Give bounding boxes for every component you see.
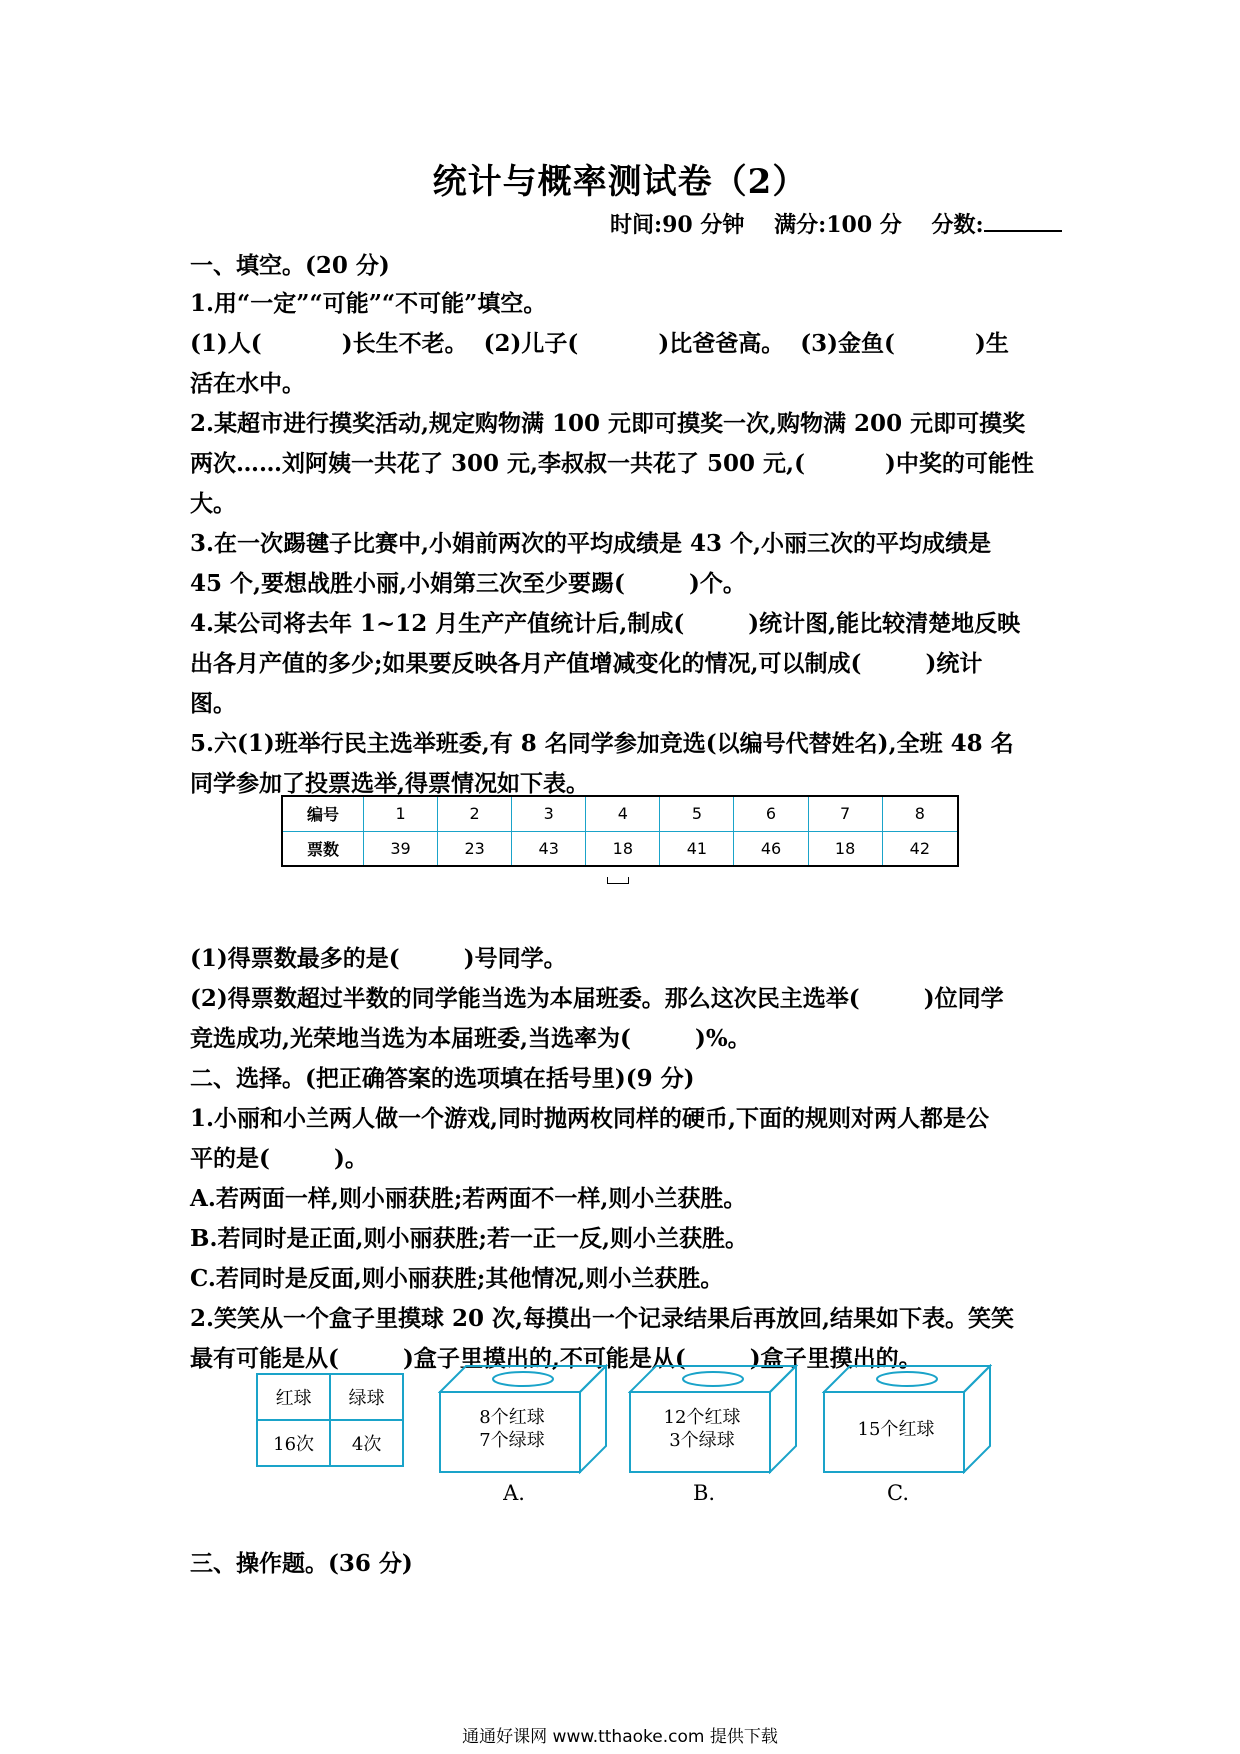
- ball-table-header-green: 绿球: [330, 1374, 403, 1420]
- vote-table-header-number: 编号: [282, 796, 364, 831]
- box-a-line1: 8个红球: [479, 1407, 545, 1428]
- vote-table-row-votes: [282, 831, 958, 866]
- vote-table-cell: 39: [364, 831, 438, 866]
- s1-q5-line1: 5.六(1)班举行民主选举班委,有 8 名同学参加竞选(以编号代替姓名),全班 48 名: [190, 730, 1014, 757]
- vote-table-cell: 18: [808, 831, 882, 866]
- vote-table-cell: 8: [882, 796, 958, 831]
- score-label: 分数:: [931, 212, 984, 238]
- box-b-line1: 12个红球: [663, 1407, 741, 1428]
- box-c-label: C.: [887, 1481, 909, 1505]
- vote-table-header-votes: 票数: [282, 831, 364, 866]
- s1-q2-line2: 两次……刘阿姨一共花了 300 元,李叔叔一共花了 500 元,( )中奖的可能性: [190, 450, 1034, 477]
- vote-table-cell: 23: [438, 831, 512, 866]
- ball-table-header-red: 红球: [257, 1374, 330, 1420]
- s2-q1-option-a: A.若两面一样,则小丽获胜;若两面不一样,则小兰获胜。: [190, 1185, 747, 1212]
- vote-table-cell: 6: [734, 796, 808, 831]
- vote-table-cell: 18: [586, 831, 660, 866]
- s1-q4-line1: 4.某公司将去年 1~12 月生产产值统计后,制成( )统计图,能比较清楚地反映: [190, 610, 1021, 637]
- s1-q1-line2: 活在水中。: [190, 370, 305, 397]
- s1-q3-line1: 3.在一次踢毽子比赛中,小娟前两次的平均成绩是 43 个,小丽三次的平均成绩是: [190, 530, 992, 557]
- page-title: 统计与概率测试卷（2）: [432, 162, 808, 202]
- box-b: [628, 1364, 798, 1474]
- vote-table-cell: 42: [882, 831, 958, 866]
- vote-table-cell: 43: [512, 831, 586, 866]
- s2-q2-line2: 最有可能是从( )盒子里摸出的,不可能是从( )盒子里摸出的。: [190, 1345, 922, 1372]
- ball-table-value-red: 16次: [257, 1420, 330, 1466]
- section2-heading: 二、选择。(把正确答案的选项填在括号里)(9 分): [190, 1065, 695, 1092]
- time-label: 时间:90 分钟: [610, 212, 745, 238]
- s1-q1-stem: 1.用“一定”“可能”“不可能”填空。: [190, 290, 547, 317]
- box-b-line2: 3个绿球: [669, 1430, 735, 1451]
- ball-table-value-green: 4次: [330, 1420, 403, 1466]
- vote-table-cell: 3: [512, 796, 586, 831]
- s2-q1-option-c: C.若同时是反面,则小丽获胜;其他情况,则小兰获胜。: [190, 1265, 724, 1292]
- s1-q2-line3: 大。: [190, 490, 236, 517]
- table-tick-mark: [607, 877, 629, 884]
- s1-q5-sub2-line1: (2)得票数超过半数的同学能当选为本届班委。那么这次民主选举( )位同学: [190, 985, 1004, 1012]
- vote-table-cell: 5: [660, 796, 734, 831]
- s1-q5-line2: 同学参加了投票选举,得票情况如下表。: [190, 770, 590, 797]
- section3-heading: 三、操作题。(36 分): [190, 1550, 413, 1577]
- box-a-label: A.: [503, 1481, 525, 1505]
- vote-table-cell: 2: [438, 796, 512, 831]
- vote-table-row-number: [282, 796, 958, 831]
- s2-q1-line1: 1.小丽和小兰两人做一个游戏,同时抛两枚同样的硬币,下面的规则对两人都是公: [190, 1105, 990, 1132]
- full-score-label: 满分:100 分: [774, 212, 902, 238]
- ball-result-table: [256, 1373, 404, 1467]
- box-a-line2: 7个绿球: [479, 1430, 545, 1451]
- section1-heading: 一、填空。(20 分): [190, 252, 390, 279]
- box-b-label: B.: [692, 1481, 716, 1505]
- s1-q1-line1: (1)人( )长生不老。 (2)儿子( )比爸爸高。 (3)金鱼( )生: [190, 330, 1009, 357]
- s1-q4-line3: 图。: [190, 690, 236, 717]
- vote-table-cell: 46: [734, 831, 808, 866]
- vote-table-cell: 4: [586, 796, 660, 831]
- box-c-line1: 15个红球: [857, 1419, 935, 1440]
- vote-table: [281, 795, 959, 867]
- s1-q2-line1: 2.某超市进行摸奖活动,规定购物满 100 元即可摸奖一次,购物满 200 元即可摸奖: [190, 410, 1026, 437]
- s1-q4-line2: 出各月产值的多少;如果要反映各月产值增减变化的情况,可以制成( )统计: [190, 650, 983, 677]
- score-blank[interactable]: [984, 210, 1062, 232]
- s2-q1-line2: 平的是( )。: [190, 1145, 368, 1172]
- footer-credit: 通通好课网 www.tthaoke.com 提供下载: [462, 1727, 778, 1747]
- exam-meta: [610, 208, 1062, 239]
- box-c: [822, 1364, 992, 1474]
- s1-q5-sub1: (1)得票数最多的是( )号同学。: [190, 945, 567, 972]
- s1-q5-sub2-line2: 竞选成功,光荣地当选为本届班委,当选率为( )%。: [190, 1025, 751, 1052]
- vote-table-cell: 41: [660, 831, 734, 866]
- s2-q2-line1: 2.笑笑从一个盒子里摸球 20 次,每摸出一个记录结果后再放回,结果如下表。笑笑: [190, 1305, 1015, 1332]
- vote-table-cell: 1: [364, 796, 438, 831]
- box-a: [438, 1364, 608, 1474]
- s1-q3-line2: 45 个,要想战胜小丽,小娟第三次至少要踢( )个。: [190, 570, 746, 597]
- s2-q1-option-b: B.若同时是正面,则小丽获胜;若一正一反,则小兰获胜。: [190, 1225, 748, 1252]
- vote-table-cell: 7: [808, 796, 882, 831]
